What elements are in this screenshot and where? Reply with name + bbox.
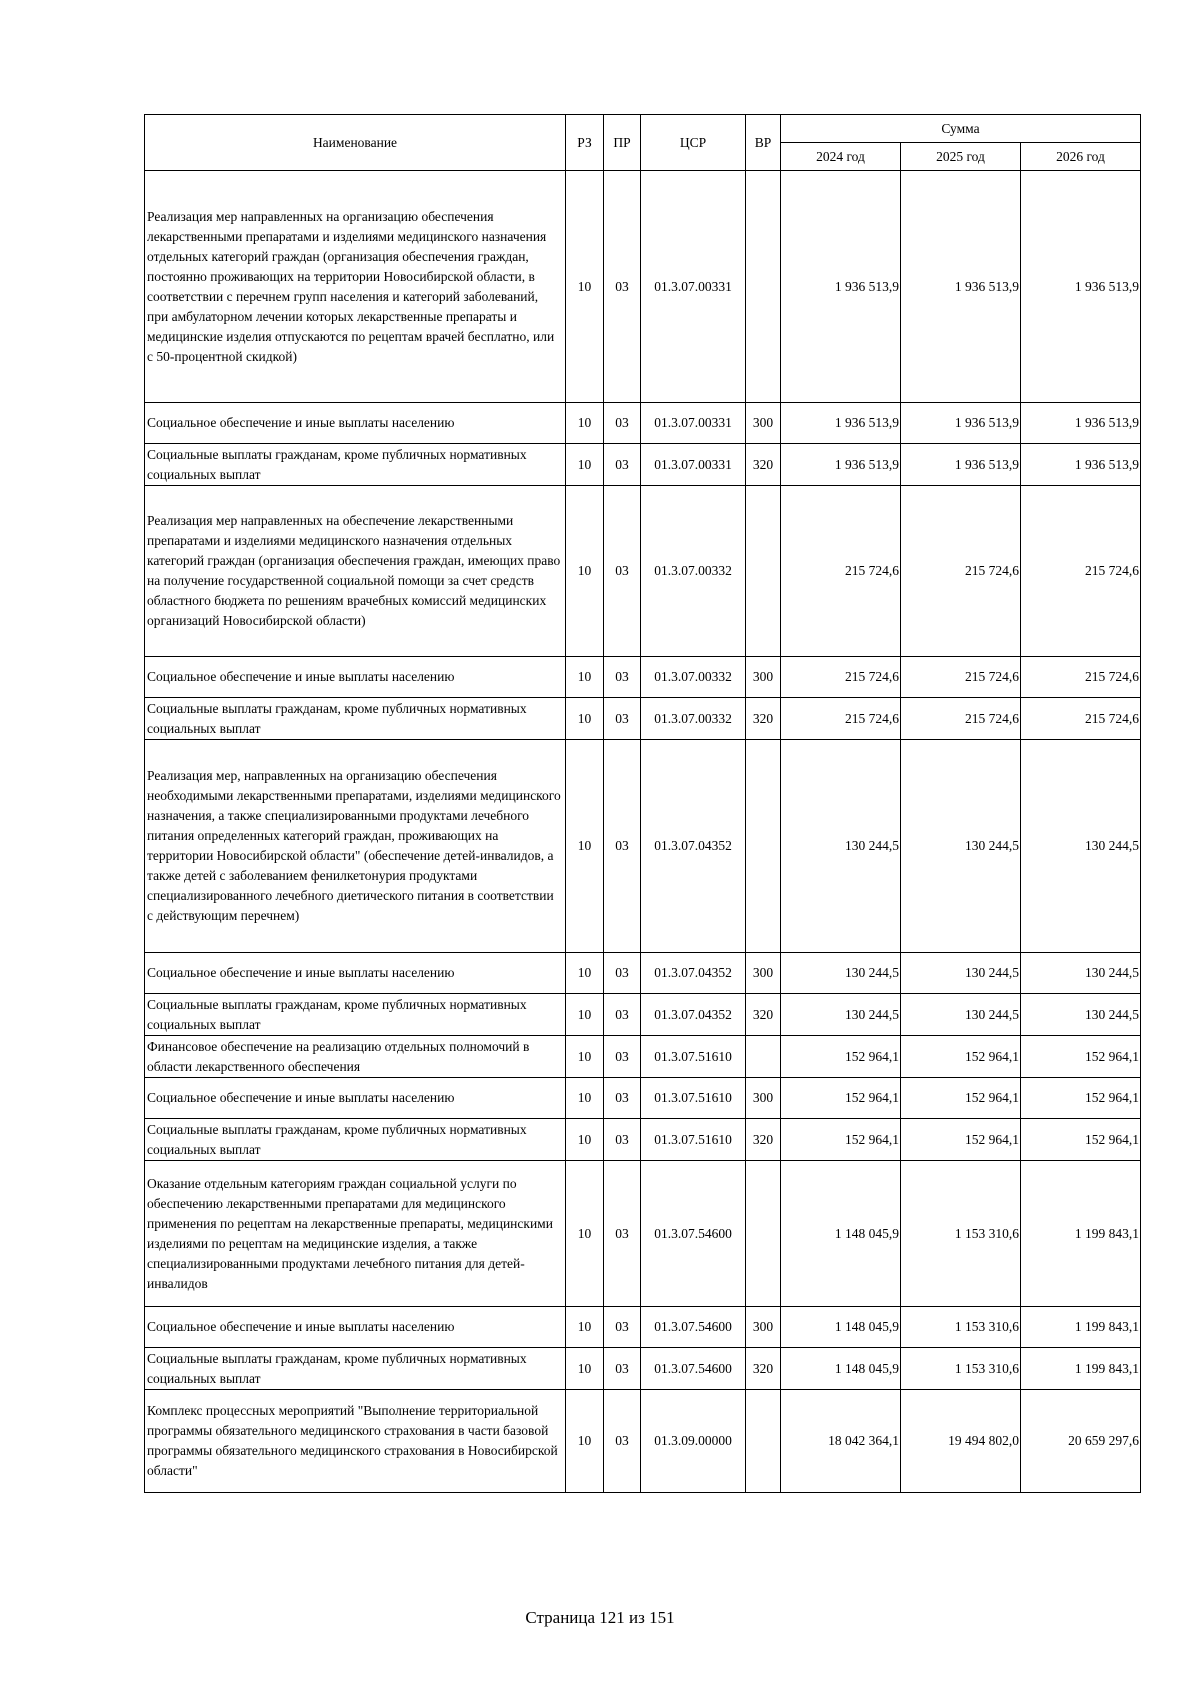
row-name: Социальные выплаты гражданам, кроме публичных нормативных социальных выплат [145, 444, 566, 486]
table-row [145, 1307, 1141, 1348]
row-rz: 10 [566, 1348, 604, 1390]
row-rz: 10 [566, 1161, 604, 1307]
row-pr: 03 [604, 1078, 641, 1119]
row-vr: 300 [746, 657, 781, 698]
header-year-2026: 2026 год [1021, 143, 1141, 171]
row-name: Социальные выплаты гражданам, кроме публичных нормативных социальных выплат [145, 1119, 566, 1161]
row-value-2025: 1 153 310,6 [901, 1307, 1021, 1348]
row-value-2026: 130 244,5 [1021, 994, 1141, 1036]
row-name: Реализация мер направленных на обеспечение лекарственными препаратами и изделиями медицинского назначения отдельных категорий граждан (организация обеспечения граждан, имеющих право на получение государственной социальной помощи за счет средств областного бюджета по решениям врачебных комиссий медицинских организаций Новосибирской области) [145, 486, 566, 657]
row-pr: 03 [604, 1036, 641, 1078]
row-name: Реализация мер направленных на организацию обеспечения лекарственными препаратами и изделиями медицинского назначения отдельных категорий граждан (организация обеспечения граждан, постоянно проживающих на территории Новосибирской области, в соответствии с перечнем групп населения и категорий заболеваний, при амбулаторном лечении которых лекарственные препараты и медицинские изделия отпускаются по рецептам врачей бесплатно, или с 50-процентной скидкой) [145, 171, 566, 403]
table-row [145, 444, 1141, 486]
row-value-2025: 215 724,6 [901, 698, 1021, 740]
table-row [145, 953, 1141, 994]
row-value-2024: 152 964,1 [781, 1036, 901, 1078]
row-value-2024: 1 148 045,9 [781, 1348, 901, 1390]
table-row [145, 1119, 1141, 1161]
row-pr: 03 [604, 1161, 641, 1307]
row-csr: 01.3.07.54600 [641, 1307, 746, 1348]
row-rz: 10 [566, 403, 604, 444]
row-vr [746, 1161, 781, 1307]
header-vr: ВР [746, 115, 781, 171]
header-year-2025: 2025 год [901, 143, 1021, 171]
row-value-2024: 1 936 513,9 [781, 171, 901, 403]
row-value-2026: 1 936 513,9 [1021, 444, 1141, 486]
row-value-2024: 130 244,5 [781, 740, 901, 953]
row-value-2025: 19 494 802,0 [901, 1390, 1021, 1493]
row-value-2024: 152 964,1 [781, 1078, 901, 1119]
row-name: Социальные выплаты гражданам, кроме публичных нормативных социальных выплат [145, 994, 566, 1036]
row-name: Социальное обеспечение и иные выплаты населению [145, 953, 566, 994]
row-value-2024: 130 244,5 [781, 994, 901, 1036]
row-vr: 320 [746, 1119, 781, 1161]
row-rz: 10 [566, 1036, 604, 1078]
row-value-2024: 1 148 045,9 [781, 1161, 901, 1307]
row-name: Финансовое обеспечение на реализацию отдельных полномочий в области лекарственного обеспечения [145, 1036, 566, 1078]
row-value-2026: 20 659 297,6 [1021, 1390, 1141, 1493]
page-number: Страница 121 из 151 [525, 1608, 675, 1627]
row-vr: 300 [746, 403, 781, 444]
row-pr: 03 [604, 994, 641, 1036]
row-csr: 01.3.07.04352 [641, 953, 746, 994]
row-value-2026: 130 244,5 [1021, 953, 1141, 994]
row-value-2025: 130 244,5 [901, 994, 1021, 1036]
header-csr: ЦСР [641, 115, 746, 171]
table-row [145, 171, 1141, 403]
row-value-2026: 215 724,6 [1021, 698, 1141, 740]
row-rz: 10 [566, 1119, 604, 1161]
row-value-2024: 215 724,6 [781, 486, 901, 657]
row-value-2026: 130 244,5 [1021, 740, 1141, 953]
row-value-2024: 1 148 045,9 [781, 1307, 901, 1348]
header-sum: Сумма [781, 115, 1141, 143]
table-row [145, 1078, 1141, 1119]
row-name: Социальные выплаты гражданам, кроме публичных нормативных социальных выплат [145, 698, 566, 740]
row-csr: 01.3.07.51610 [641, 1078, 746, 1119]
row-value-2024: 1 936 513,9 [781, 444, 901, 486]
row-rz: 10 [566, 1390, 604, 1493]
row-value-2025: 1 936 513,9 [901, 171, 1021, 403]
row-value-2025: 1 153 310,6 [901, 1161, 1021, 1307]
table-row [145, 403, 1141, 444]
row-vr [746, 1036, 781, 1078]
row-csr: 01.3.07.00331 [641, 171, 746, 403]
row-rz: 10 [566, 444, 604, 486]
row-value-2026: 1 199 843,1 [1021, 1161, 1141, 1307]
row-value-2025: 1 153 310,6 [901, 1348, 1021, 1390]
row-value-2026: 152 964,1 [1021, 1036, 1141, 1078]
row-csr: 01.3.07.00332 [641, 486, 746, 657]
table-header [145, 115, 1141, 171]
row-value-2024: 152 964,1 [781, 1119, 901, 1161]
row-csr: 01.3.07.00331 [641, 403, 746, 444]
table-row [145, 994, 1141, 1036]
row-pr: 03 [604, 657, 641, 698]
row-pr: 03 [604, 1119, 641, 1161]
row-vr [746, 171, 781, 403]
row-rz: 10 [566, 1078, 604, 1119]
row-csr: 01.3.07.54600 [641, 1161, 746, 1307]
row-csr: 01.3.09.00000 [641, 1390, 746, 1493]
row-value-2026: 1 936 513,9 [1021, 171, 1141, 403]
row-csr: 01.3.07.04352 [641, 740, 746, 953]
row-csr: 01.3.07.00332 [641, 698, 746, 740]
row-value-2026: 152 964,1 [1021, 1119, 1141, 1161]
row-value-2025: 152 964,1 [901, 1078, 1021, 1119]
header-year-2024: 2024 год [781, 143, 901, 171]
row-vr: 320 [746, 1348, 781, 1390]
table-row [145, 698, 1141, 740]
row-vr: 320 [746, 444, 781, 486]
row-pr: 03 [604, 740, 641, 953]
table-row [145, 740, 1141, 953]
row-name: Социальное обеспечение и иные выплаты населению [145, 657, 566, 698]
row-rz: 10 [566, 994, 604, 1036]
row-value-2025: 1 936 513,9 [901, 403, 1021, 444]
table-body [145, 171, 1141, 1493]
row-value-2026: 1 199 843,1 [1021, 1348, 1141, 1390]
row-value-2025: 130 244,5 [901, 740, 1021, 953]
header-pr: ПР [604, 115, 641, 171]
row-value-2025: 130 244,5 [901, 953, 1021, 994]
row-pr: 03 [604, 1307, 641, 1348]
row-name: Реализация мер, направленных на организацию обеспечения необходимыми лекарственными препаратами, изделиями медицинского назначения, а также специализированными продуктами лечебного питания определенных категорий граждан, проживающих на территории Новосибирской области" (обеспечение детей-инвалидов, а также детей с заболеванием фенилкетонурия продуктами специализированного лечебного диетического питания в соответствии с действующим перечнем) [145, 740, 566, 953]
row-rz: 10 [566, 953, 604, 994]
row-vr [746, 486, 781, 657]
table-row [145, 1161, 1141, 1307]
row-value-2025: 152 964,1 [901, 1036, 1021, 1078]
header-name: Наименование [145, 115, 566, 171]
row-csr: 01.3.07.51610 [641, 1119, 746, 1161]
row-csr: 01.3.07.04352 [641, 994, 746, 1036]
row-name: Социальное обеспечение и иные выплаты населению [145, 403, 566, 444]
row-vr: 320 [746, 698, 781, 740]
row-vr: 320 [746, 994, 781, 1036]
row-name: Комплекс процессных мероприятий "Выполнение территориальной программы обязательного медицинского страхования в части базовой программы обязательного медицинского страхования в Новосибирской области" [145, 1390, 566, 1493]
row-pr: 03 [604, 698, 641, 740]
row-value-2024: 215 724,6 [781, 698, 901, 740]
row-value-2025: 1 936 513,9 [901, 444, 1021, 486]
row-rz: 10 [566, 698, 604, 740]
row-value-2024: 18 042 364,1 [781, 1390, 901, 1493]
row-pr: 03 [604, 1390, 641, 1493]
row-rz: 10 [566, 657, 604, 698]
row-pr: 03 [604, 403, 641, 444]
row-name: Социальное обеспечение и иные выплаты населению [145, 1078, 566, 1119]
row-value-2025: 215 724,6 [901, 486, 1021, 657]
table-row [145, 486, 1141, 657]
row-value-2026: 215 724,6 [1021, 657, 1141, 698]
row-pr: 03 [604, 444, 641, 486]
header-rz: РЗ [566, 115, 604, 171]
row-csr: 01.3.07.00331 [641, 444, 746, 486]
row-rz: 10 [566, 740, 604, 953]
row-pr: 03 [604, 953, 641, 994]
row-csr: 01.3.07.00332 [641, 657, 746, 698]
row-vr: 300 [746, 953, 781, 994]
row-value-2024: 215 724,6 [781, 657, 901, 698]
row-pr: 03 [604, 171, 641, 403]
row-vr: 300 [746, 1078, 781, 1119]
row-pr: 03 [604, 486, 641, 657]
row-name: Социальное обеспечение и иные выплаты населению [145, 1307, 566, 1348]
row-name: Социальные выплаты гражданам, кроме публичных нормативных социальных выплат [145, 1348, 566, 1390]
row-value-2026: 152 964,1 [1021, 1078, 1141, 1119]
table-row [145, 657, 1141, 698]
row-pr: 03 [604, 1348, 641, 1390]
row-vr [746, 740, 781, 953]
row-rz: 10 [566, 171, 604, 403]
table-row [145, 1036, 1141, 1078]
table-row [145, 1348, 1141, 1390]
row-value-2026: 215 724,6 [1021, 486, 1141, 657]
row-value-2024: 1 936 513,9 [781, 403, 901, 444]
budget-table [144, 114, 1141, 1493]
row-vr [746, 1390, 781, 1493]
row-rz: 10 [566, 486, 604, 657]
row-value-2025: 215 724,6 [901, 657, 1021, 698]
table-row [145, 1390, 1141, 1493]
row-csr: 01.3.07.51610 [641, 1036, 746, 1078]
row-value-2026: 1 199 843,1 [1021, 1307, 1141, 1348]
row-csr: 01.3.07.54600 [641, 1348, 746, 1390]
row-rz: 10 [566, 1307, 604, 1348]
row-name: Оказание отдельным категориям граждан социальной услуги по обеспечению лекарственными препаратами для медицинского применения по рецептам на лекарственные препараты, медицинскими изделиями по рецептам на медицинские изделия, а также специализированными продуктами лечебного питания для детей-инвалидов [145, 1161, 566, 1307]
row-value-2025: 152 964,1 [901, 1119, 1021, 1161]
row-value-2026: 1 936 513,9 [1021, 403, 1141, 444]
row-value-2024: 130 244,5 [781, 953, 901, 994]
row-vr: 300 [746, 1307, 781, 1348]
